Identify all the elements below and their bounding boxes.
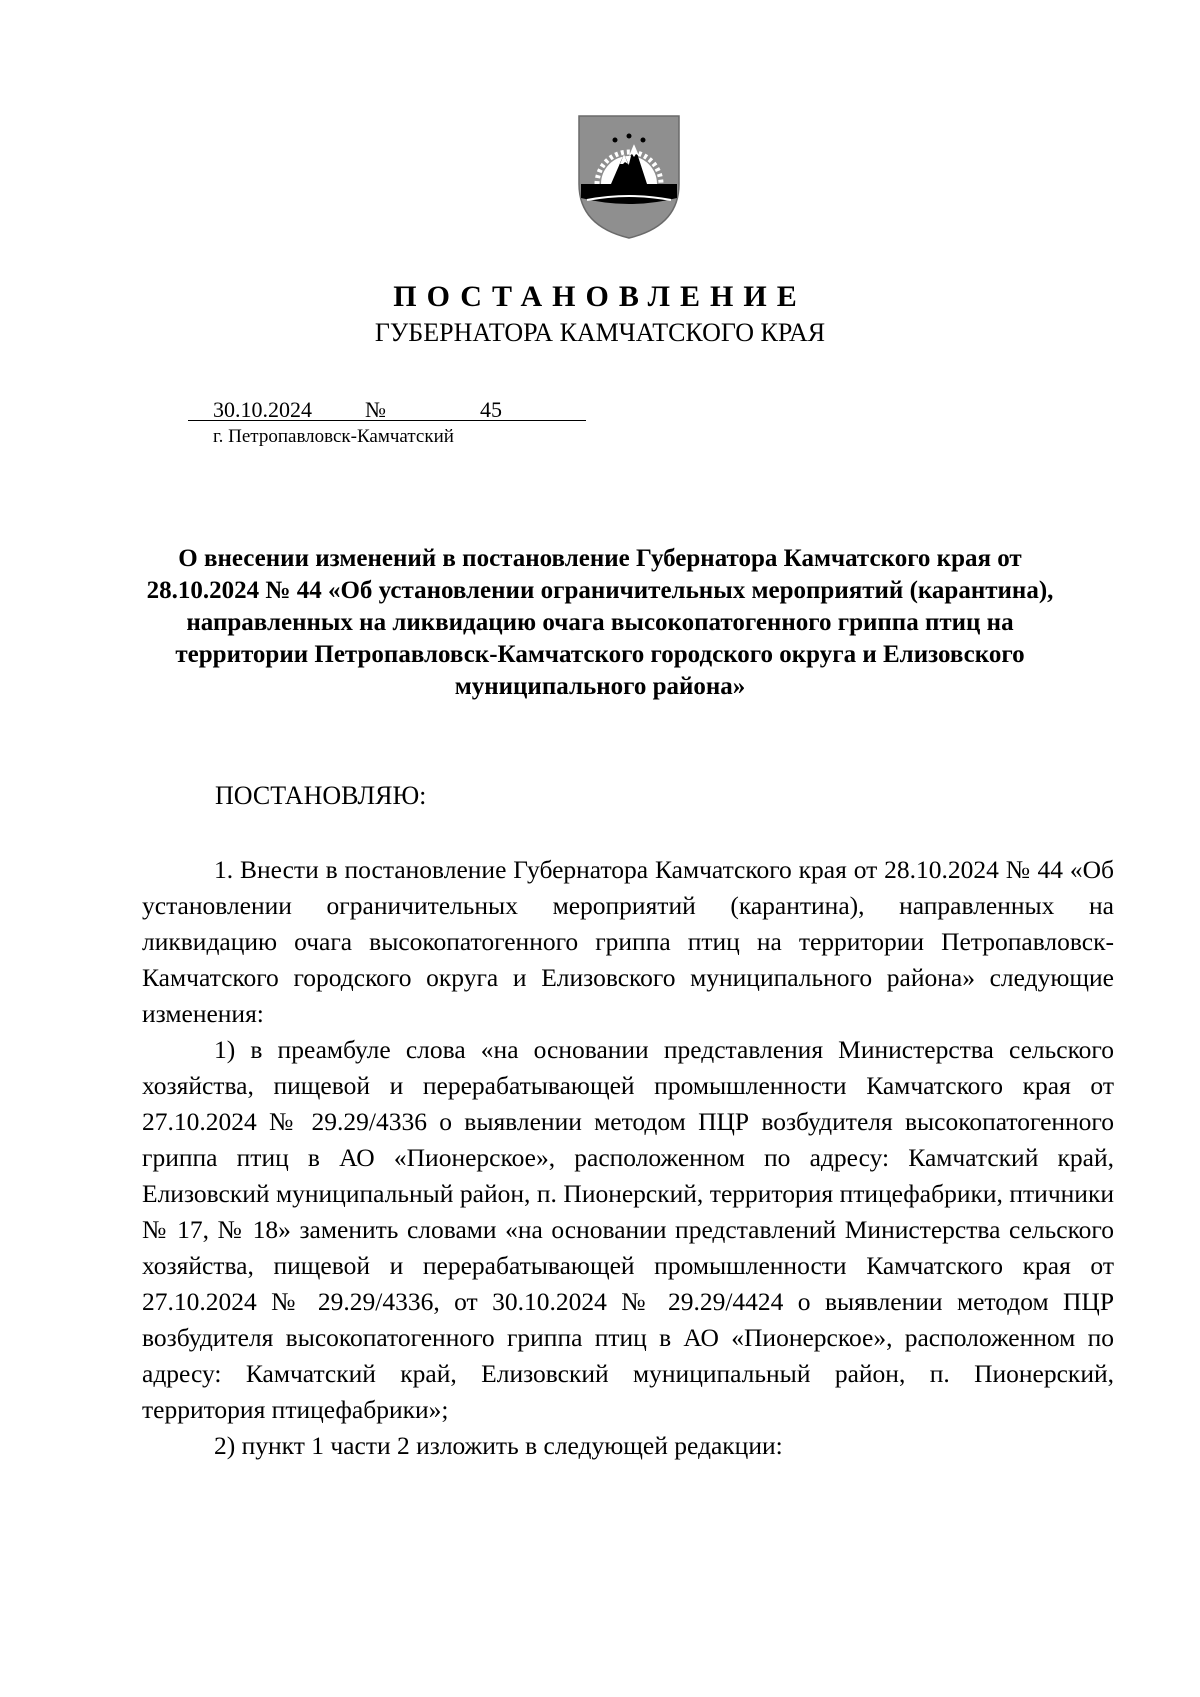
document-type-heading: ПОСТАНОВЛЕНИЕ (393, 280, 807, 313)
body-paragraph: 1. Внести в постановление Губернатора Камчатского края от 28.10.2024 № 44 «Об установлении ограничительных мероприятий (карантина), направленных на ликвидацию очага высокопатогенного гриппа птиц на территории Петропавловск-Камчатского городского округа и Елизовского муниципального района» следующие изменения: (142, 855, 1114, 1028)
number-sign: № (365, 397, 386, 422)
decree-word: ПОСТАНОВЛЯЮ: (215, 781, 427, 810)
document-number: 45 (480, 397, 502, 422)
document-title: О внесении изменений в постановление Губернатора Камчатского края от 28.10.2024 № 44 «Об установлении ограничительных мероприятий (карантина), направленных на ликвидацию очага высокопатогенного гриппа птиц на территории Петропавловск-Камчатского городского округа и Елизовского муниципального района» (146, 545, 1054, 700)
body-paragraph: 2) пункт 1 части 2 изложить в следующей редакции: (214, 1431, 783, 1460)
document-body (142, 852, 1114, 1464)
body-paragraph: 1) в преамбуле слова «на основании представления Министерства сельского хозяйства, пищевой и перерабатывающей промышленности Камчатского края от 27.10.2024 № 29.29/4336 о выявлении методом ПЦР возбудителя высокопатогенного гриппа птиц в АО «Пионерское», расположенном по адресу: Камчатский край, Елизовский муниципальный район, п. Пионерский, территория птицефабрики, птичники № 17, № 18» заменить словами «на основании представлений Министерства сельского хозяйства, пищевой и перерабатывающей промышленности Камчатского края от 27.10.2024 № 29.29/4336, от 30.10.2024 № 29.29/4424 о выявлении методом ПЦР возбудителя высокопатогенного гриппа птиц в АО «Пионерское», расположенном по адресу: Камчатский край, Елизовский муниципальный район, п. Пионерский, территория птицефабрики»; (142, 1035, 1114, 1424)
issuer-heading: ГУБЕРНАТОРА КАМЧАТСКОГО КРАЯ (374, 318, 826, 347)
document-date: 30.10.2024 (213, 397, 312, 422)
registration-underline (188, 420, 586, 421)
kamchatka-coat-of-arms-icon (577, 114, 681, 240)
issue-city: г. Петропавловск-Камчатский (213, 426, 454, 447)
